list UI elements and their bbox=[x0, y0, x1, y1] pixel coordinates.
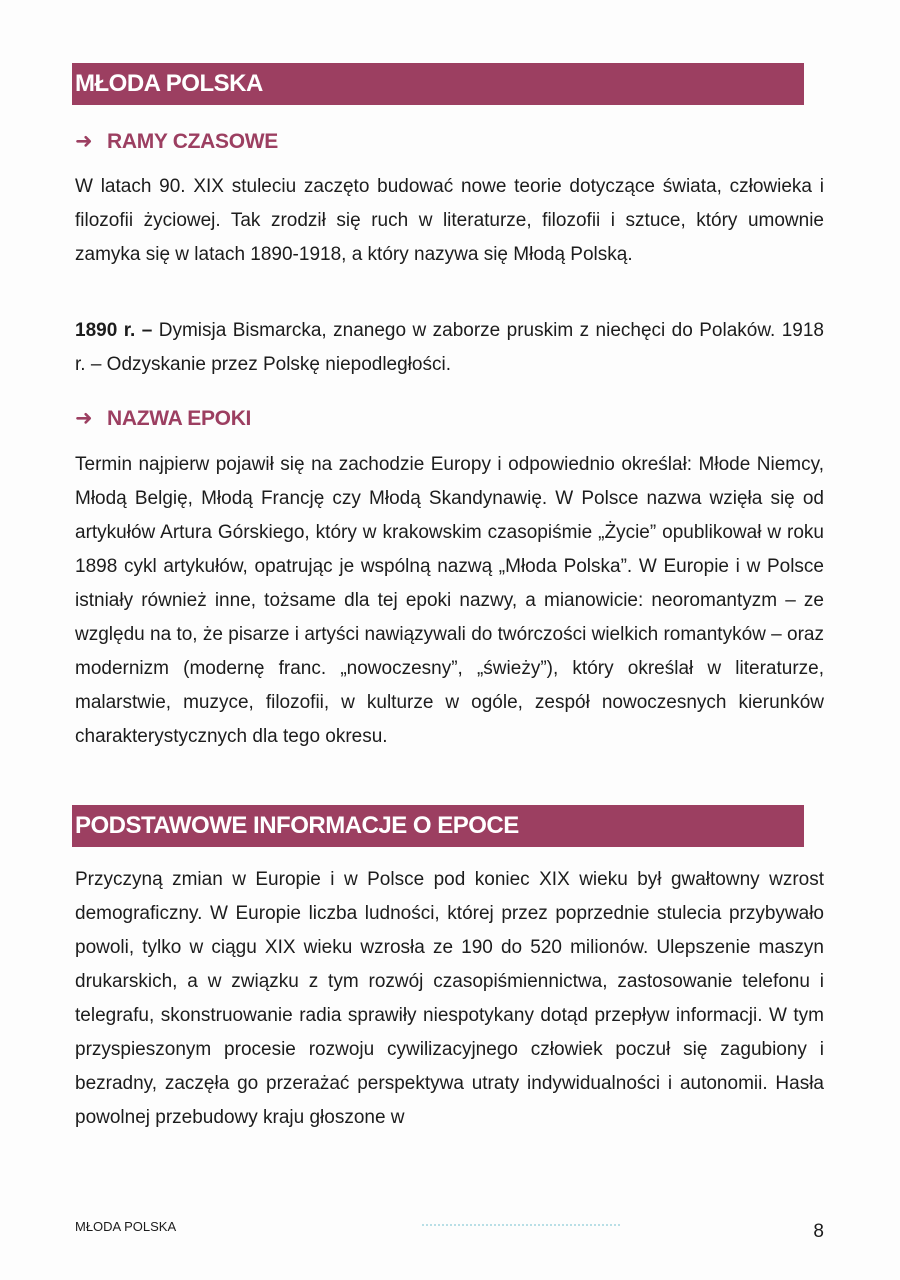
subheading-title: RAMY CZASOWE bbox=[107, 130, 279, 153]
dates-text: Dymisja Bismarcka, znanego w zaborze pruskim z niechęci do Polaków. 1918 r. – Odzyskanie przez Polskę niepodległości. bbox=[75, 320, 824, 375]
footer-divider bbox=[422, 1224, 620, 1226]
banner-title: PODSTAWOWE INFORMACJE O EPOCE bbox=[75, 812, 519, 839]
paragraph-podstawowe: Przyczyną zmian w Europie i w Polsce pod koniec XIX wieku był gwałtowny wzrost demograficzny. W Europie liczba ludności, której przez poprzednie stulecia przybywało powoli, tylko w ciągu XIX wieku wzrosła ze 190 do 520 milionów. Ulepszenie maszyn drukarskich, a w związku z tym rozwój czasopiśmiennictwa, zastosowanie telefonu i telegrafu, skonstruowanie radia sprawiły niespotykany dotąd przepływ informacji. W tym przyspieszonym procesie rozwoju cywilizacyjnego człowiek poczuł się zagubiony i bezradny, zaczęła go przerażać perspektywa utraty indywidualności i autonomii. Hasła powolnej przebudowy kraju głoszone w bbox=[75, 869, 824, 1128]
subheading-nazwa-epoki bbox=[75, 407, 251, 431]
section-banner-mloda-polska bbox=[72, 63, 804, 105]
subheading-title: NAZWA EPOKI bbox=[107, 407, 252, 430]
bold-date: 1890 r. – bbox=[75, 320, 153, 341]
page-number: 8 bbox=[813, 1221, 824, 1242]
arrow-right-icon: ➜ bbox=[75, 130, 93, 153]
section-banner-podstawowe bbox=[72, 805, 804, 847]
paragraph-nazwa-epoki: Termin najpierw pojawił się na zachodzie Europy i odpowiednio określał: Młode Niemcy, Młodą Belgię, Młodą Francję czy Młodą Skandynawię. W Polsce nazwa wzięła się od artykułów Artura Górskiego, który w krakowskim czasopiśmie „Życie” opublikował w roku 1898 cykl artykułów, opatrując je wspólną nazwą „Młoda Polska”. W Europie i w Polsce istniały również inne, tożsame dla tej epoki nazwy, a mianowicie: neoromantyzm – ze względu na to, że pisarze i artyści nawiązywali do twórczości wielkich romantyków – oraz modernizm (modernę franc. „nowoczesny”, „świeży”), który określał w literaturze, malarstwie, muzyce, filozofii, w kulturze w ogóle, zespół nowoczesnych kierunków charakterystycznych dla tego okresu. bbox=[75, 454, 824, 747]
footer-title: MŁODA POLSKA bbox=[75, 1219, 177, 1234]
arrow-right-icon: ➜ bbox=[75, 407, 93, 430]
banner-title: MŁODA POLSKA bbox=[75, 70, 263, 97]
paragraph-dates bbox=[75, 314, 824, 382]
subheading-ramy-czasowe bbox=[75, 130, 278, 154]
paragraph-ramy-czasowe: W latach 90. XIX stuleciu zaczęto budować nowe teorie dotyczące świata, człowieka i filozofii życiowej. Tak zrodził się ruch w literaturze, filozofii i sztuce, który umownie zamyka się w latach 1890-1918, a który nazywa się Młodą Polską. bbox=[75, 176, 824, 265]
